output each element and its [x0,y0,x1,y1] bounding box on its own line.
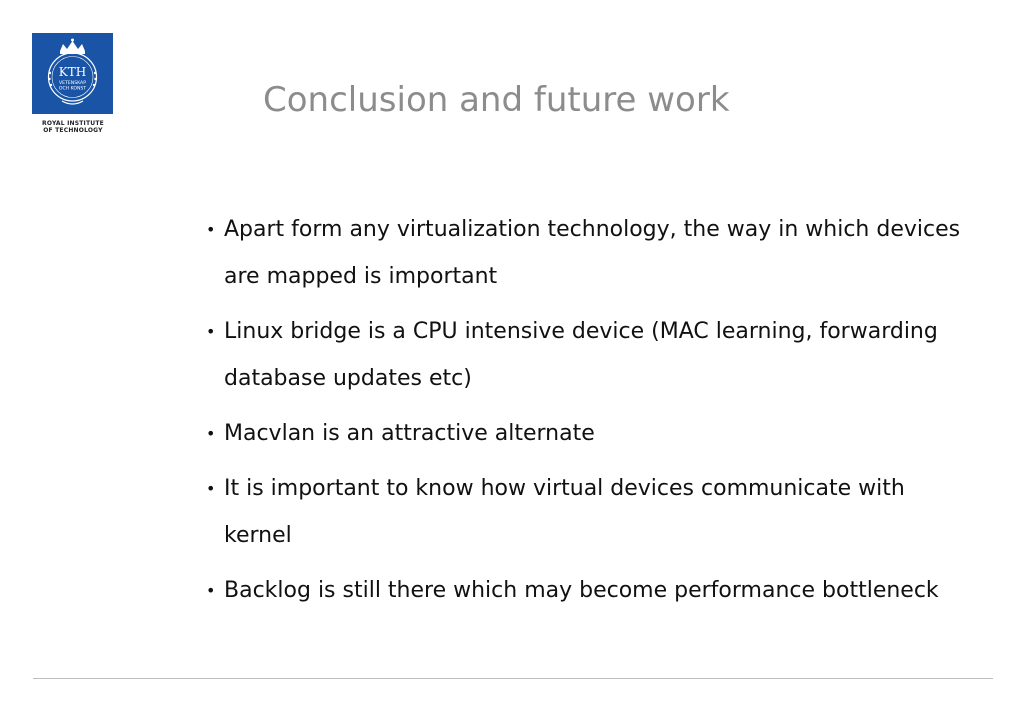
bullet-text: Linux bridge is a CPU intensive device (MAC learning, forwarding database updates etc) [224,319,938,391]
footer-divider [33,678,993,679]
bullet-dot-icon: • [206,322,216,341]
bullet-text: It is important to know how virtual devices communicate with kernel [224,476,905,548]
logo-caption [28,120,118,134]
bullet-dot-icon: • [206,220,216,239]
bullet-list [206,206,976,622]
bullet-text: Macvlan is an attractive alternate [224,421,595,446]
bullet-item [206,410,976,457]
bullet-item [206,465,976,559]
bullet-text: Backlog is still there which may become performance bottleneck [224,578,939,603]
kth-crown-emblem-icon [32,33,113,114]
bullet-dot-icon: • [206,424,216,443]
logo-motto-line1: VETENSKAP [59,81,86,86]
bullet-text: Apart form any virtualization technology, the way in which devices are mapped is important [224,217,961,289]
logo-caption-line2: OF TECHNOLOGY [43,127,103,134]
slide-title: Conclusion and future work [263,80,730,120]
bullet-item [206,206,976,300]
bullet-dot-icon: • [206,479,216,498]
kth-logo [32,33,113,114]
logo-emblem-text: KTH [58,65,87,79]
bullet-item [206,308,976,402]
bullet-dot-icon: • [206,581,216,600]
logo-caption-line1: ROYAL INSTITUTE [42,120,104,127]
bullet-item [206,567,976,614]
logo-motto-line2: OCH KONST [58,86,87,92]
